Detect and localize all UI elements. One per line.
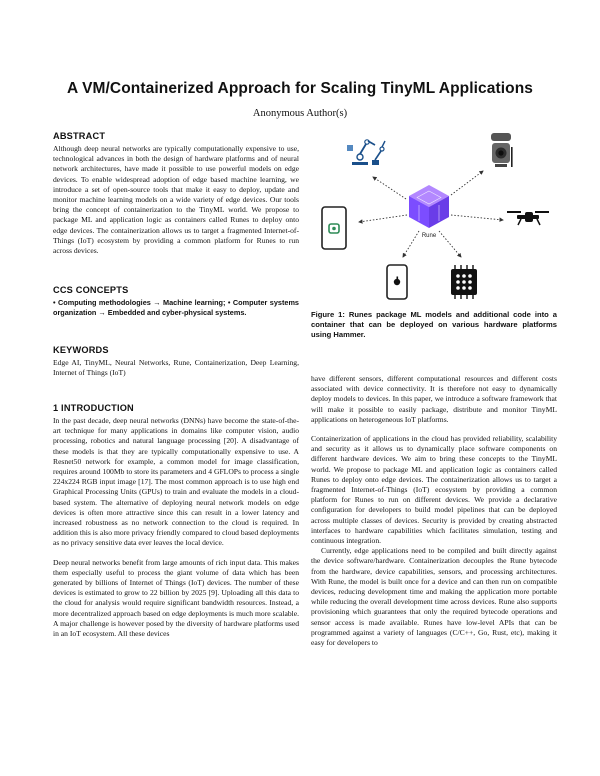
intro-heading: 1 INTRODUCTION [53,403,134,413]
ccs-section [53,285,299,318]
intro-paragraph-2: Deep neural networks benefit from large amounts of rich input data. This makes them especially useful to process the giant volume of data which has been generated by billions of Internet of Things (IoT) devices. The number of these devices is estimated to grow to 22 billion by 2025 [9]. Uploading all this data to the cloud for analysis would require significant bandwidth resources. Instead, a more decentralized approach based on edge deployments is much more scalable. A major challenge is however posed by the diversity of hardware platforms used in an IoT ecosystem. All these devices [53,557,299,639]
rune-label: Rune [421,233,437,239]
intro-paragraph-5: Currently, edge applications need to be compiled and built directly against the device software/hardware. Containerization decouples the Rune bytecode from the hardware, device capabilities, sensors, and processing architectures. With Rune, the model is built once for a device and can then run on compatible devices, reducing development time and making the application more portable while reducing the overall development time across devices. Rune also supports provisioning which guarantees that only the required bytecode operations and sensor access is made available. Runes have low-level APIs that can be programmed against a variety of languages (C/C++, Go, Rust, etc), making it easy for developers to [311,546,557,648]
figure-diagram [311,127,557,307]
figure-1 [311,127,557,307]
smartphone-icon [322,207,346,249]
intro-paragraph-3: have different sensors, different computational resources and different costs associated with device connectivity. It is therefore not easy to dynamically deploy models to devices. In this paper, we introduce a software framework that will make it possible to easily package, distribute and monitor TinyML applications on heterogeneous IoT platforms. [311,374,557,424]
intro-continued [311,374,557,648]
robot-arm-icon [347,140,385,165]
abstract-section [53,131,299,256]
keywords-heading: KEYWORDS [53,345,109,355]
security-camera-icon [491,133,513,167]
rune-container-icon [409,185,449,228]
abstract-heading: ABSTRACT [53,131,106,141]
keywords-section [53,345,299,378]
paper-title: A VM/Containerized Approach for Scaling TinyML Applications [66,80,534,97]
figure-caption: Figure 1: Runes package ML models and additional code into a container that can be deployed on various hardware platforms using Hammer. [311,310,557,340]
intro-paragraph-4: Containerization of applications in the cloud has provided reliability, scalability and security as it allows us to dynamically place software components on different hardware devices. We aim to bring these concepts to the TinyML world. We propose to package ML and application logic as containers called Runes to deploy onto edge devices. The containerization allows us to target a fragmented Internet-of-Things (IoT) ecosystem by providing a common platform for Runes to run on different devices. We provide a declarative configuration for developers to build model pipelines that can be deployed across multiple classes of devices. Security is provided by creating abstracted interfaces to hardware capabilities which facilitates simulation, testing and continuous integration. [311,434,557,546]
figure-caption-block [311,310,557,341]
ccs-heading: CCS CONCEPTS [53,285,129,295]
abstract-text: Although deep neural networks are typically computationally expensive to use, technological advances in both the design of hardware platforms and of neural network architectures, have made it possible to use powerful models on edge devices. To enable widespread adoption of edge based machine learning, we introduce a set of open-source tools that make it easy to deploy, update and monitor machine learning models on a wide variety of edge devices. Our tools bring the concept of containerization to the TinyML world. We propose to package ML and application logic as containers called Runes to deploy onto edge devices. The containerization allows us to target a fragmented Internet-of-Things (IoT) ecosystem by providing a common platform for Runes to run across devices. [53,144,299,256]
chip-icon [451,265,477,299]
drone-icon [507,211,549,225]
intro-paragraph-1: In the past decade, deep neural networks (DNNs) have become the state-of-the-art technique for many applications in domains like computer vision, audio processing, robotics and natural language processing [20]. A disadvantage of these models is that they are typically computationally expensive to use. A Resnet50 network for example, a common model for image classification, requires around 100Mb to store its parameters and 4 GFLOPs to process a single 224x224 RGB input image [17]. The most common approach is to use high end Graphical Processing Units (GPUs) to train and evaluate the models in a cloud-based system. The alternative of deploying neural network models on edge devices is often more attractive since this can result in a lower latency and increased robustness as no network connection to the cloud is required. In addition this is also more privacy friendly compared to cloud based deployments as no privacy sensitive data ever leaves the local device. [53,416,299,548]
paper-author: Anonymous Author(s) [252,108,348,119]
intro-section [53,403,299,639]
tablet-icon [387,265,407,299]
keywords-text: Edge AI, TinyML, Neural Networks, Rune, Containerization, Deep Learning, Internet of Things (IoT) [53,358,299,378]
ccs-text: • Computing methodologies → Machine learning; • Computer systems organization → Embedded and cyber-physical systems. [53,298,299,318]
